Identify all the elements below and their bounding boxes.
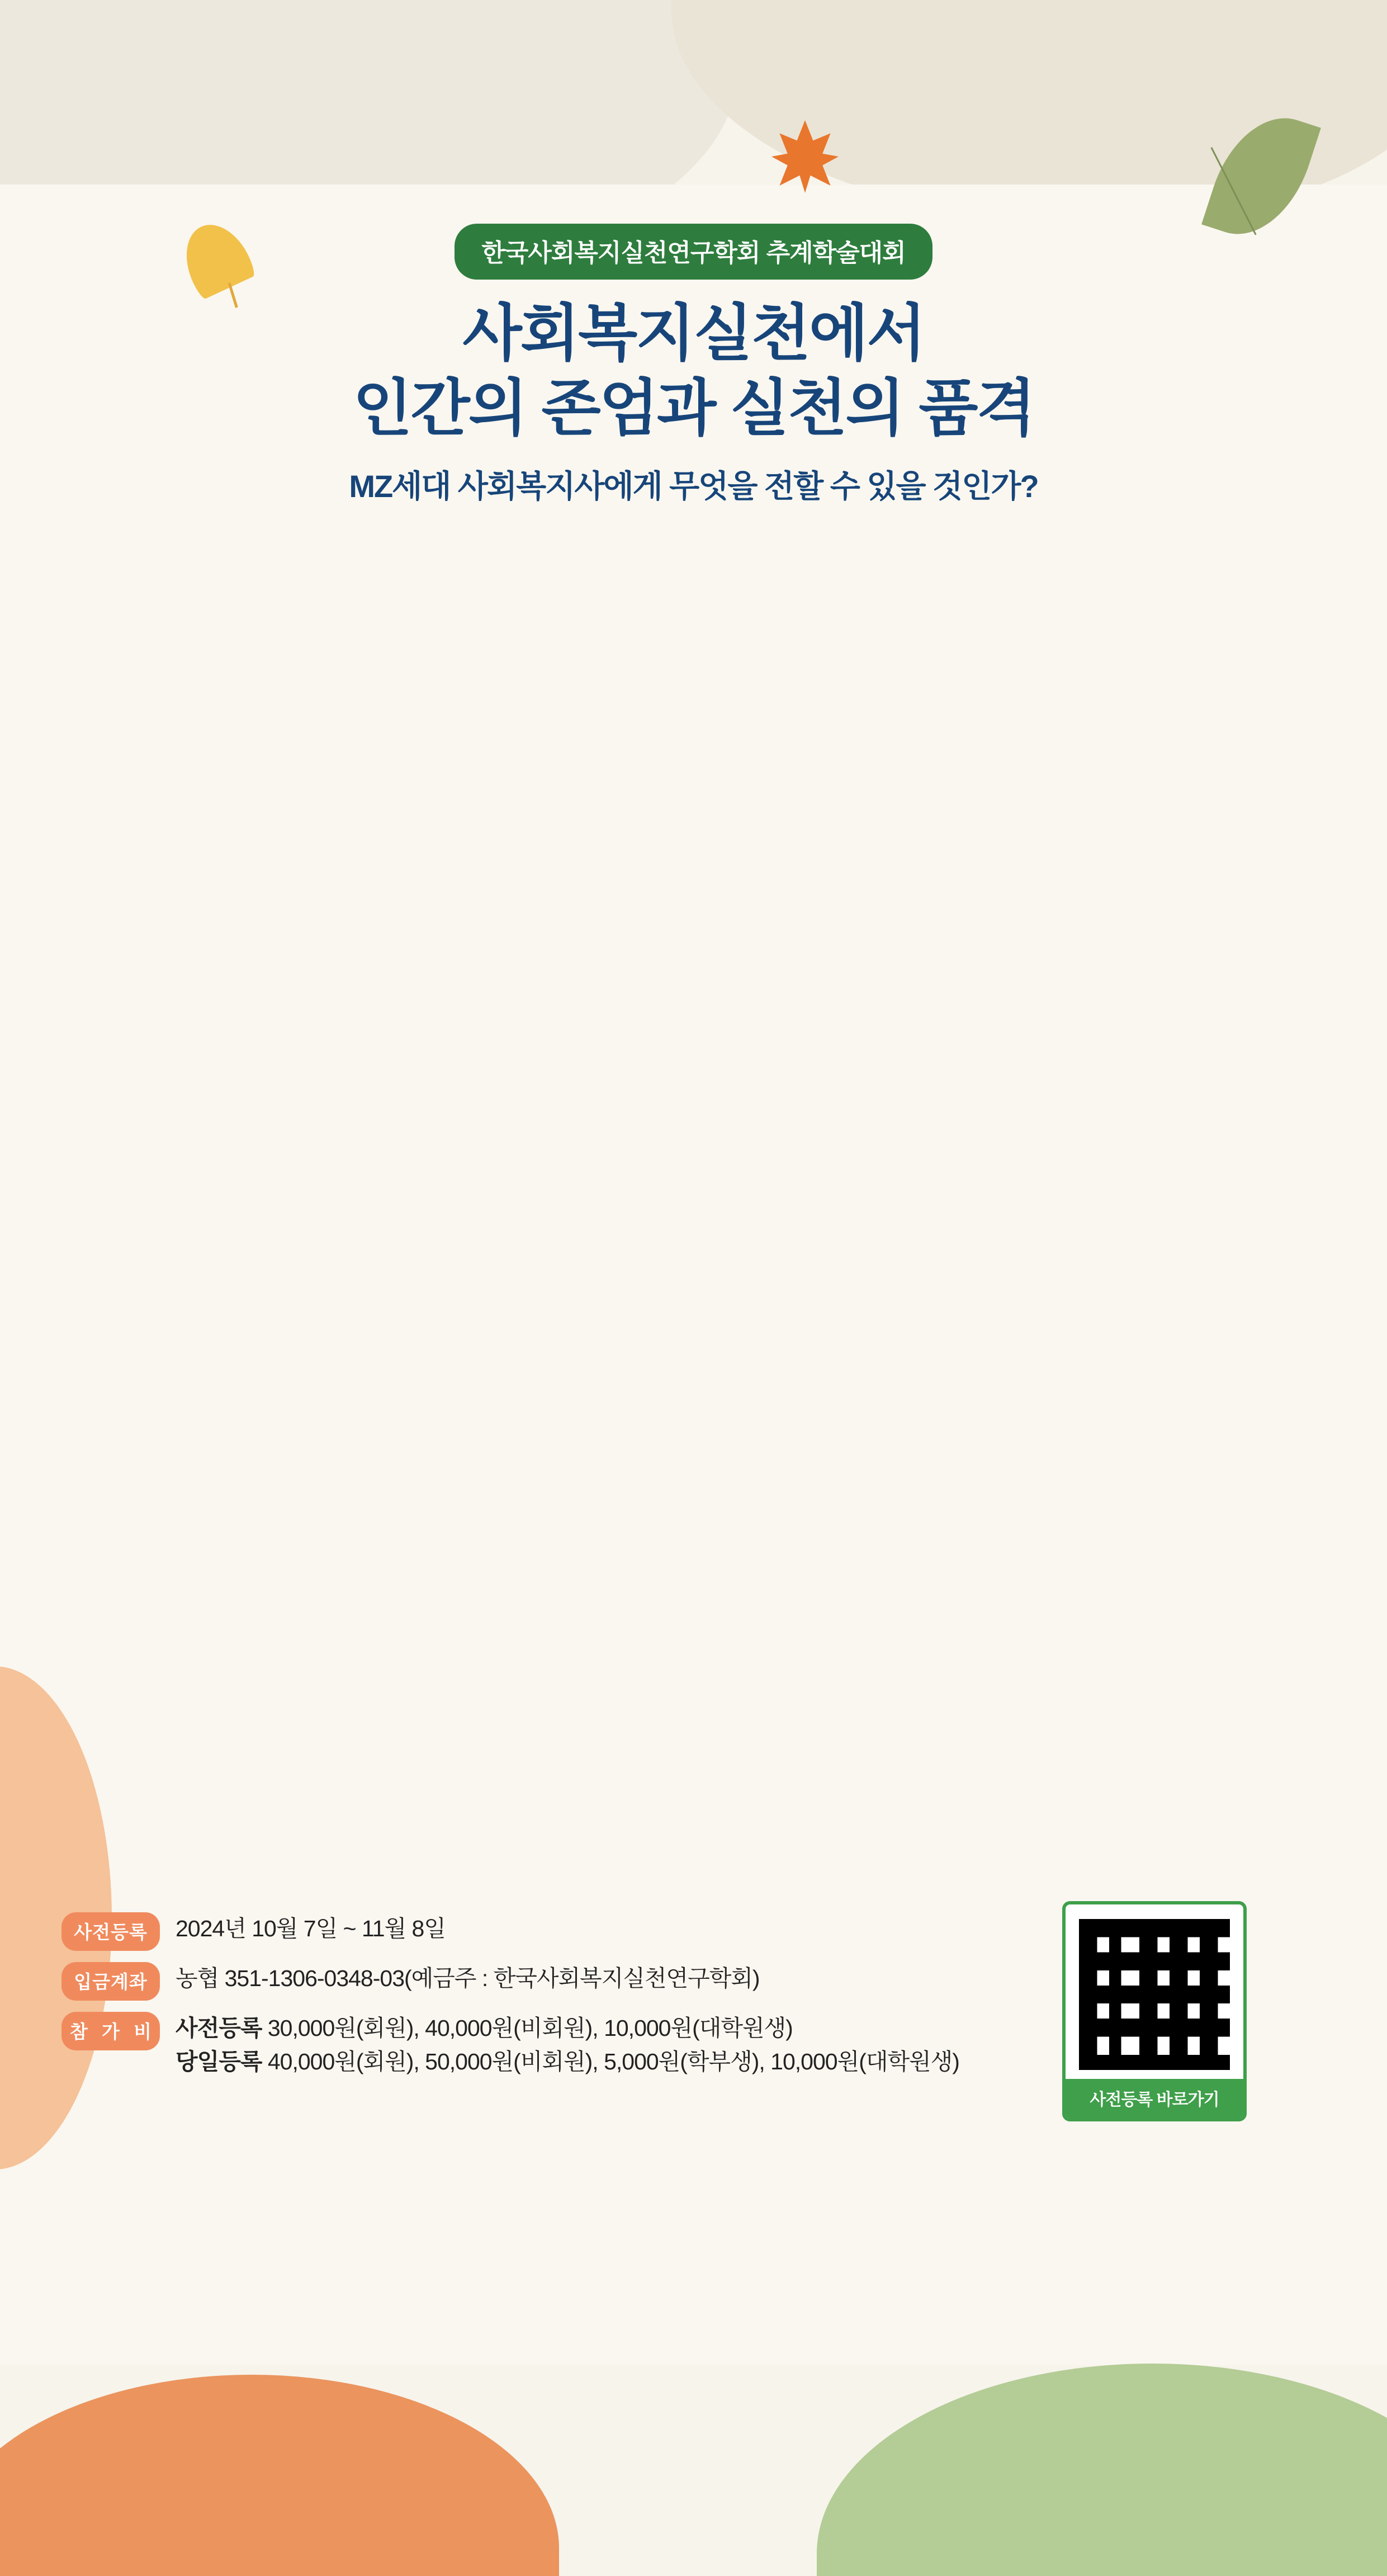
registration-fee-label: 참 가 비 xyxy=(61,2012,160,2050)
decor-green-bottom-shape xyxy=(817,2364,1387,2576)
fee-line-pre xyxy=(176,2012,959,2045)
registration-account-value: 농협 351-1306-0348-03(예금주 : 한국사회복지실천연구학회) xyxy=(176,1965,760,1992)
fee-text-pre: 30,000원(회원), 40,000원(비회원), 10,000원(대학원생) xyxy=(267,2015,793,2041)
qr-code-icon xyxy=(1079,1919,1230,2070)
qr-caption: 사전등록 바로가기 xyxy=(1066,2079,1243,2118)
registration-fee-row xyxy=(61,2012,1180,2078)
registration-period-label: 사전등록 xyxy=(61,1912,160,1951)
page-title xyxy=(0,296,1387,446)
registration-block xyxy=(61,1912,1219,2110)
page-subtitle: MZ세대 사회복지사에게 무엇을 전할 수 있을 것인가? xyxy=(349,469,1038,504)
registration-period-row xyxy=(61,1912,1180,1951)
fee-tag-onsite: 당일등록 xyxy=(176,2048,262,2074)
registration-fee-values xyxy=(176,2012,959,2078)
registration-account-row xyxy=(61,1962,1180,2001)
fee-tag-pre: 사전등록 xyxy=(176,2015,262,2041)
qr-registration-box[interactable] xyxy=(1062,1901,1247,2121)
fee-text-onsite: 40,000원(회원), 50,000원(비회원), 5,000원(학부생), 10,000원(대학원생) xyxy=(267,2048,959,2074)
title-line-2: 인간의 존엄과 실천의 품격 xyxy=(353,374,1034,443)
title-line-1: 사회복지실천에서 xyxy=(462,299,925,368)
registration-account-label: 입금계좌 xyxy=(61,1962,160,2001)
fee-line-onsite xyxy=(176,2045,959,2078)
conference-badge: 한국사회복지실천연구학회 추계학술대회 xyxy=(455,224,932,280)
poster-header xyxy=(0,0,1387,507)
decor-orange-bottom-shape xyxy=(0,2375,559,2576)
registration-period-value: 2024년 10월 7일 ~ 11월 8일 xyxy=(176,1916,446,1942)
